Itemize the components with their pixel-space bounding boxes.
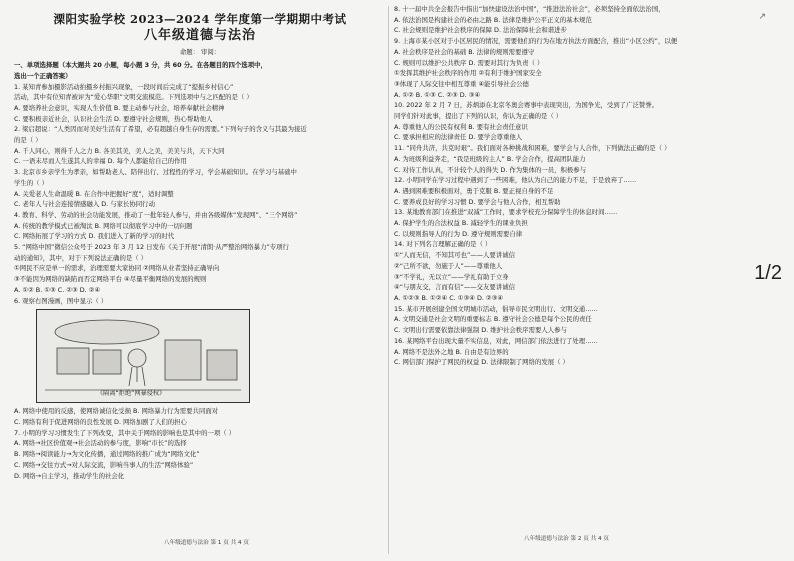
- question-line: A. 为班级利益奔走，“我是班级的主人” B. 学会合作，提高团队能力: [394, 154, 586, 163]
- question-line: A. ①② B. ①③ C. ②③ D. ③④: [394, 90, 481, 99]
- question-line: A. ①② B. ①③ C. ②③ D. ②④: [14, 285, 101, 294]
- school-title: 溧阳实验学校 2023—2024 学年度第一学期期中考试: [53, 12, 347, 26]
- question-line: 11. “同舟共济，共克时艰”。我们面对各种挑战和困难，要学会与人合作，下列做法正确的是（ ）: [394, 144, 671, 153]
- right-column: [394, 4, 766, 549]
- question-line: C. 以规则指导人的行为 D. 遵守规则需要自律: [394, 229, 523, 238]
- question-line: A. 文明交通是社会文明的重要标志 B. 遵守社会公德是每个公民的责任: [394, 315, 592, 324]
- question-line: C. 老年人与社会连接情感融入 D. 与家长协同行动: [14, 200, 155, 209]
- question-line: ②“己所不欲，勿施于人”——尊重他人: [394, 261, 503, 270]
- question-line: C. 对待工作认真，不计较个人的得失 D. 作为集体的一员，积极参与: [394, 165, 587, 174]
- left-column: [14, 8, 386, 553]
- question-line: 学生的（ ）: [14, 178, 48, 187]
- question-line: ①网民不应是单一的需求，治理需要大家协同 ②网络从业者坚持正确导向: [14, 264, 220, 273]
- question-line: ③不能因为网络的缺陷而否定网络平台 ④尽量平衡网络的发展的规则: [14, 275, 207, 284]
- page-corner-mark: ↗: [758, 12, 766, 22]
- question-line: 一、单项选择题（本大题共 20 小题，每小题 3 分，共 60 分。在各题目的四个选项中，: [14, 61, 267, 70]
- cartoon-caption: 《隔离“拒绝”网暴侵权》: [97, 389, 166, 397]
- cartoon-image: [36, 309, 250, 403]
- question-line: C. 规则可以维护公共秩序 D. 需要对其行为负责（ ）: [394, 58, 544, 67]
- question-line: ④“与朋友交，言而有信”——交友要讲诚信: [394, 283, 515, 292]
- question-line: 15. 某市开展创建全国文明城市活动，倡导市民文明出行、文明交通……: [394, 304, 598, 313]
- question-line: 4. 教育、科学、劳动的社会功能发展，推动了一批年轻人参与，并由各级媒体“发现网”、“三个网络”: [14, 210, 298, 219]
- question-line: 9. 上海市某小区对于小区居民的情况，需要他们的行为在地方执法方面配合，推出“小区公约”，以便: [394, 37, 678, 46]
- question-line: ①发挥其维护社会秩序的作用 ②有利于维护国家安全: [394, 69, 542, 78]
- question-line: C. 要养成良好的学习习惯 D. 要学会与他人合作，相互帮助: [394, 197, 561, 206]
- subject-title: 八年级道德与法治: [143, 27, 256, 43]
- question-line: C. 一语未尽而人生遂其人的幸福 D. 每个人都能给自己的作用: [14, 157, 187, 166]
- question-line: C. 文明出行需要依靠法律强制 D. 维护社会秩序需要人人参与: [394, 326, 567, 335]
- question-line: C. 网络拓展了学习的方式 D. 我们进入了新的学习的时代: [14, 232, 175, 241]
- right-footer: 八年级道德与法治 第 2 页 共 4 页: [524, 536, 609, 543]
- question-line: A. 尊重他人的公民有权利 B. 要有社会责任意识: [394, 122, 528, 131]
- question-line: D. 网络→自主学习，推动学生的社会化: [14, 471, 125, 480]
- question-line: 8. 十一届中共全会报告中指出“加快建设法治中国”，“推进法治社会”，必须坚持全面依法治国，: [394, 5, 665, 13]
- question-line: A. 传统的教学模式已被淘汰 B. 网络可以彻底学习中的一切问题: [14, 221, 193, 230]
- question-line: A. 网络→社区价值观→社会活动的参与度，影响“市长”的选择: [14, 439, 187, 448]
- question-line: A. 依法治国是构建社会的必由之路 B. 法律是维护公平正义的基本规范: [394, 15, 592, 24]
- question-line: 2. 梁启超说：“人类因而对美好生活有了希望，必有超越自身生存的需要。”下列句子的含义与其最为接近: [14, 125, 307, 134]
- question-line: 12. 小明同学在学习过程中遇到了一些困难，他认为自己的能力不足，于是放弃了……: [394, 176, 637, 185]
- question-line: 16. 某网络平台出现大量不实信息，对此，网信部门依法进行了处理……: [394, 336, 598, 345]
- question-line: A. 千人同心，则得千人之力 B. 各美其美，美人之美，美美与共，天下大同: [14, 146, 225, 155]
- question-line: ③体现了人际交往中相互尊重 ④能引导社会公德: [394, 79, 529, 88]
- question-line: 1. 某知青参加摄影活动拍摄乡村振兴现象，一段时间后完成了“提振乡村信心”: [14, 82, 234, 91]
- name-class-field: 命题： 审阅：: [179, 48, 221, 57]
- question-line: A. 网络中使用的反感，使网络诚信化受损 B. 网络暴力行为需要共同面对: [14, 407, 219, 416]
- question-line: 6. 观察右图漫画，图中显示（ ）: [14, 296, 108, 305]
- question-line: 选出一个正确答案）: [14, 71, 72, 80]
- question-line: A. ①②③ B. ①②④ C. ①③④ D. ②③④: [394, 293, 504, 302]
- question-line: 动的通知》，其中，对于下列说法正确的是（ ）: [14, 253, 148, 262]
- question-line: C. 要积极亲近社会，认识社会生活 D. 要遵守社会规则，热心帮助他人: [14, 114, 213, 123]
- column-divider: [388, 6, 389, 554]
- question-line: A. 关爱老人生命温暖 B. 在合作中把握好“度”，适时调整: [14, 189, 174, 198]
- question-line: 同学们针对此事，提出了下列的认识，你认为正确的是（ ）: [394, 112, 563, 121]
- question-line: 5. “网络中国”微信公众号于 2023 年 3 月 12 日发布《关于开展“清朗·从严整治网络暴力”专项行: [14, 243, 289, 252]
- question-line: A. 要培养社会意识，实现人生价值 B. 要主动参与社会，培养奉献社会精神: [14, 103, 225, 112]
- question-line: C. 网络→交往方式→对人际交流，影响当事人的生活“网络体验”: [14, 460, 194, 469]
- question-line: 3. 北京市乡亲学生为孝亲，如帮助老人、陪伴出行、过程性的学习，学会基础知识。在学习与基础中: [14, 168, 297, 177]
- question-line: A. 社会秩序是社会的基础 B. 法律的规则需要遵守: [394, 47, 535, 56]
- question-line: B. 网络→阅读能力→为文化传播，通过网络的推广成为“网络文化”: [14, 450, 200, 459]
- question-line: 7. 小明的学习习惯发生了下列改变，其中关于网络的影响也是其中的一项（ ）: [14, 428, 236, 437]
- question-line: C. 网络有利于促进网络的良性发展 D. 网络加剧了人们的担心: [14, 417, 187, 426]
- question-line: 13. 某地教育部门在推进“双减”工作时，要求学校充分保障学生的休息时间……: [394, 208, 618, 217]
- question-line: 活动，其中有位知青被评为“爱心华职”文明交流模范。下列选项中与之匹配的是（ ）: [14, 93, 253, 102]
- question-line: A. 遇到困难要积极面对，勇于克服 B. 要正视自身的不足: [394, 186, 554, 195]
- question-line: C. 社会规则是维护社会秩序的保障 D. 法治保障社会和谐进步: [394, 26, 567, 35]
- question-line: A. 保护学生的合法权益 B. 减轻学生的课业负担: [394, 219, 528, 228]
- question-line: C. 网信部门保护了网民的权益 D. 法律限制了网络的发展（ ）: [394, 358, 569, 367]
- left-footer: 八年级道德与法治 第 1 页 共 4 页: [164, 540, 249, 547]
- question-line: 14. 对下列名言理解正确的是（ ）: [394, 240, 492, 249]
- question-line: C. 要承担相应的法律责任 D. 要学会尊重他人: [394, 133, 523, 142]
- question-line: 10. 2022 年 2 月 7 日，苏炳添在北京冬奥会赛事中表现突出，为国争光，受到了广泛赞誉。: [394, 101, 659, 110]
- question-line: ③“不学礼，无以立”——学礼有助于立身: [394, 272, 509, 281]
- question-line: 的是（ ）: [14, 136, 42, 145]
- question-line: A. 网络不是法外之地 B. 自由是有边界的: [394, 347, 509, 356]
- question-line: ①“人而无信，不知其可也”——人要讲诚信: [394, 251, 515, 260]
- page-indicator: 1/2: [754, 262, 782, 284]
